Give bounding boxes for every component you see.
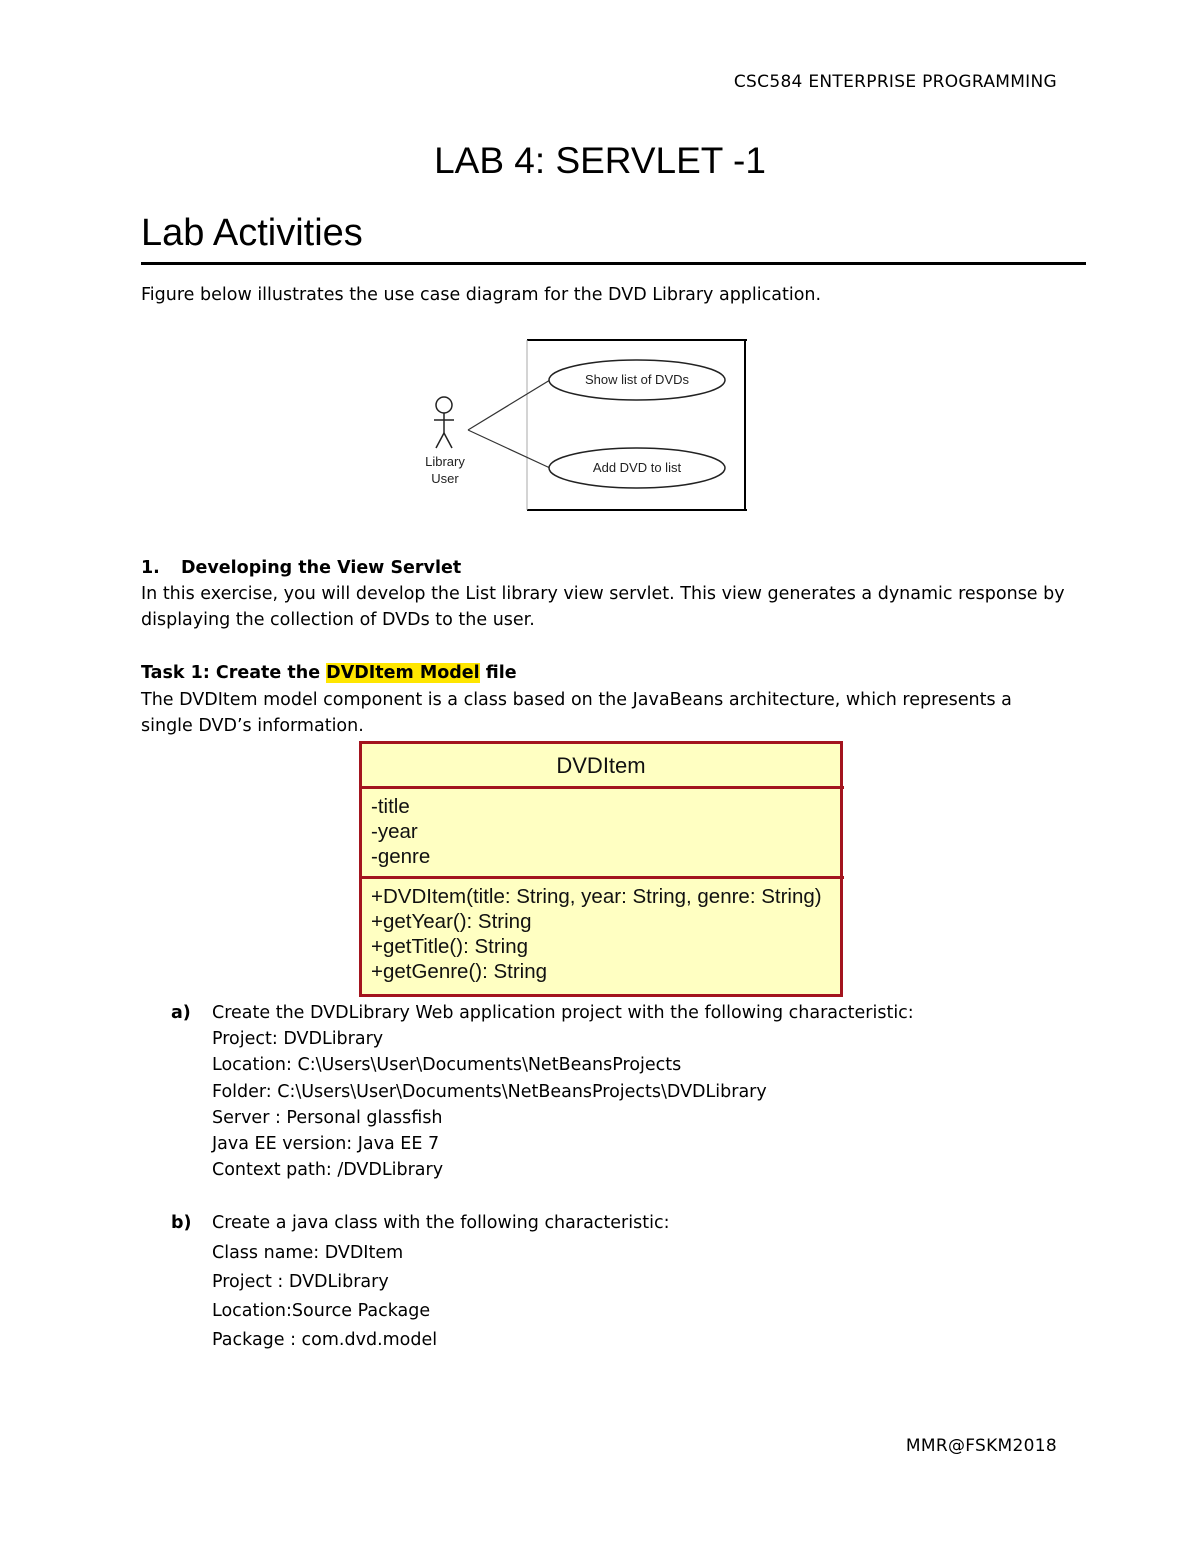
intro-paragraph: Figure below illustrates the use case diagram for the DVD Library application. xyxy=(141,285,822,305)
step-a-line: Folder: C:\Users\User\Documents\NetBeansProjects\DVDLibrary xyxy=(212,1082,767,1102)
task-1-prefix: Task 1: Create the xyxy=(141,663,327,683)
step-b-text: Create a java class with the following characteristic: xyxy=(212,1213,670,1233)
section-1-title: Developing the View Servlet xyxy=(181,558,462,578)
running-header: CSC584 ENTERPRISE PROGRAMMING xyxy=(733,72,1057,92)
step-b-line: Project : DVDLibrary xyxy=(212,1272,389,1292)
step-b-line: Class name: DVDItem xyxy=(212,1243,404,1263)
uml-attribute: -year xyxy=(371,820,418,843)
step-a-line: Context path: /DVDLibrary xyxy=(212,1160,444,1180)
uml-attribute: -title xyxy=(371,795,410,818)
uml-operation: +getTitle(): String xyxy=(371,935,529,958)
actor-label-line1: Library xyxy=(425,454,465,469)
section-heading: Lab Activities xyxy=(141,212,363,254)
section-1-line-1: In this exercise, you will develop the List library view servlet. This view generates a dynamic response by xyxy=(141,584,1065,604)
actor-label-line2: User xyxy=(431,471,459,486)
use-case-add-dvd-label: Add DVD to list xyxy=(592,460,682,475)
uml-attributes xyxy=(362,789,840,876)
use-case-diagram xyxy=(412,330,790,530)
step-b xyxy=(171,1210,669,1236)
uml-operation: +getYear(): String xyxy=(371,910,532,933)
uml-operation: +DVDItem(title: String, year: String, genre: String) xyxy=(371,885,822,908)
task-1-paragraph xyxy=(141,687,1012,739)
step-b-line: Package : com.dvd.model xyxy=(212,1330,438,1350)
section-1-heading xyxy=(141,555,461,581)
step-a-line: Java EE version: Java EE 7 xyxy=(212,1134,440,1154)
uml-class-box xyxy=(359,741,843,997)
uml-attribute: -genre xyxy=(371,845,431,868)
uml-operation: +getGenre(): String xyxy=(371,960,548,983)
uml-operations xyxy=(362,879,840,984)
step-a-line: Project: DVDLibrary xyxy=(212,1029,384,1049)
step-a-line: Server : Personal glassfish xyxy=(212,1108,443,1128)
task-1-line-2: single DVD’s information. xyxy=(141,716,364,736)
step-a-text: Create the DVDLibrary Web application project with the following characteristic: xyxy=(212,1003,914,1023)
section-1-line-2: displaying the collection of DVDs to the user. xyxy=(141,610,535,630)
step-a-line: Location: C:\Users\User\Documents\NetBeansProjects xyxy=(212,1055,682,1075)
lab-title: LAB 4: SERVLET -1 xyxy=(434,140,766,181)
step-b-marker: b) xyxy=(171,1213,192,1233)
task-1-suffix: file xyxy=(479,663,517,683)
uml-class-name: DVDItem xyxy=(556,753,646,778)
heading-rule xyxy=(141,262,1086,265)
section-1-number: 1. xyxy=(141,558,160,578)
step-a xyxy=(171,1000,914,1026)
step-a-marker: a) xyxy=(171,1003,191,1023)
running-footer: MMR@FSKM2018 xyxy=(905,1436,1057,1456)
step-b-line: Location:Source Package xyxy=(212,1301,431,1321)
task-1-line-1: The DVDItem model component is a class based on the JavaBeans architecture, which represents a xyxy=(141,690,1012,710)
section-1-paragraph xyxy=(141,581,1065,633)
task-1-highlight: DVDItem Model xyxy=(326,663,480,683)
task-1-heading xyxy=(141,660,517,686)
use-case-show-list-label: Show list of DVDs xyxy=(584,372,690,387)
